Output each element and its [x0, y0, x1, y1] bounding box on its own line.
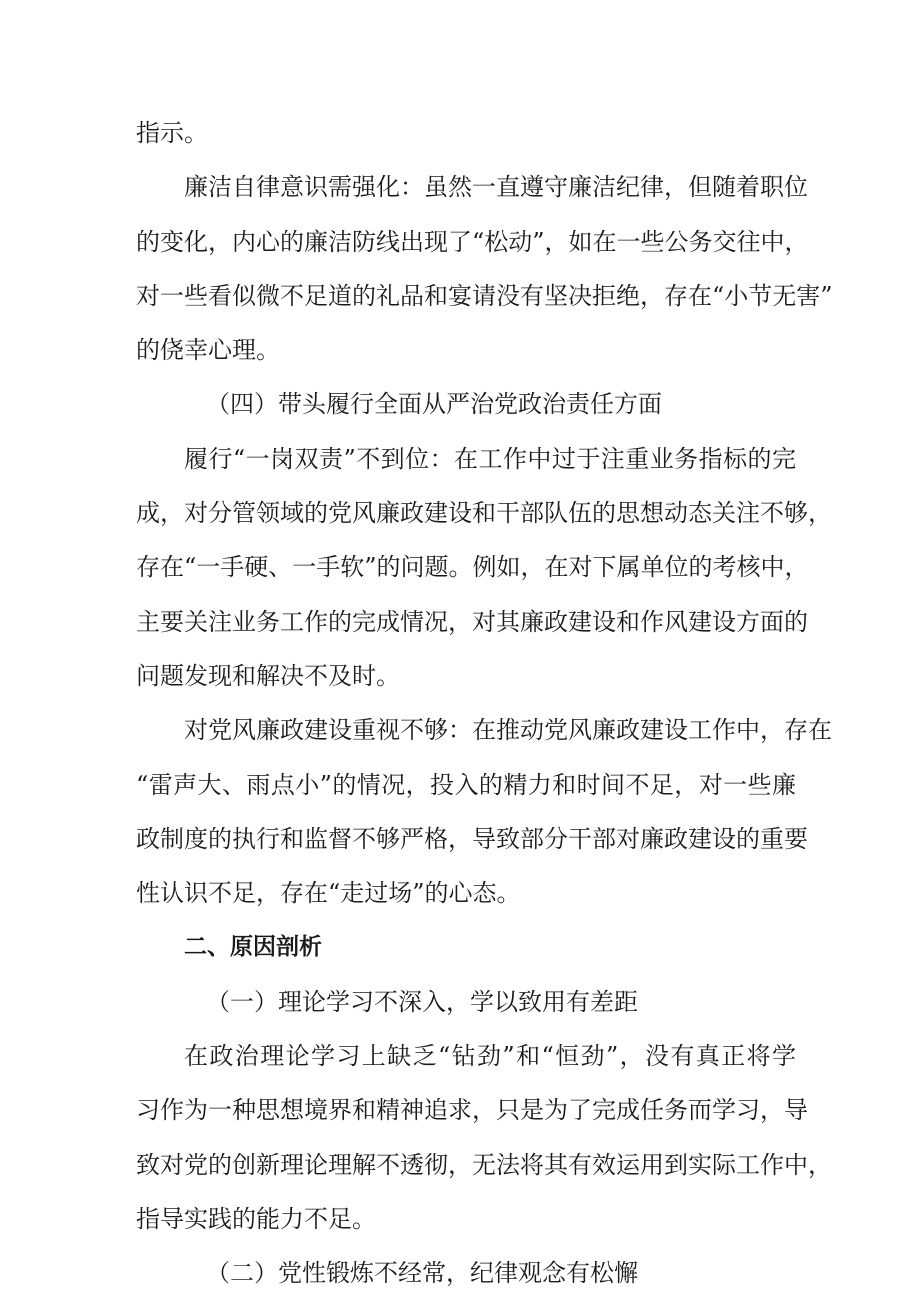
section-subheading: （四）带头履行全面从严治党政治责任方面	[206, 390, 662, 419]
paragraph-line: 成，对分管领域的党风廉政建设和干部队伍的思想动态关注不够，	[136, 499, 832, 528]
paragraph-line: 对党风廉政建设重视不够：在推动党风廉政建设工作中，存在	[184, 716, 832, 745]
paragraph-line: 指示。	[136, 119, 208, 147]
paragraph-line: 存在“一手硬、一手软”的问题。例如，在对下属单位的考核中，	[136, 553, 809, 582]
paragraph-line: 对一些看似微不足道的礼品和宴请没有坚决拒绝，存在“小节无害”	[136, 281, 833, 310]
paragraph-line: 的变化，内心的廉洁防线出现了“松动”，如在一些公务交往中，	[136, 227, 809, 256]
paragraph-line: “雷声大、雨点小”的情况，投入的精力和时间不足，对一些廉	[136, 770, 796, 799]
section-subheading: （一）理论学习不深入，学以致用有差距	[206, 987, 638, 1016]
paragraph-line: 在政治理论学习上缺乏“钻劲”和“恒劲”，没有真正将学	[184, 1042, 796, 1071]
paragraph-line: 履行“一岗双责”不到位：在工作中过于注重业务指标的完	[184, 444, 796, 473]
paragraph-line: 习作为一种思想境界和精神追求，只是为了完成任务而学习，导	[136, 1096, 808, 1125]
document-body	[136, 106, 833, 1301]
paragraph-line: 的侥幸心理。	[136, 336, 280, 365]
paragraph-line: 廉洁自律意识需强化：虽然一直遵守廉洁纪律，但随着职位	[184, 173, 808, 202]
section-subheading: （二）党性锻炼不经常，纪律观念有松懈	[206, 1259, 638, 1288]
paragraph-line: 致对党的创新理论理解不透彻，无法将其有效运用到实际工作中，	[136, 1150, 832, 1179]
paragraph-line: 问题发现和解决不及时。	[136, 661, 400, 690]
paragraph-line: 指导实践的能力不足。	[136, 1204, 376, 1233]
section-heading: 二、原因剖析	[184, 934, 322, 961]
paragraph-line: 性认识不足，存在“走过场”的心态。	[136, 879, 521, 908]
paragraph-line: 政制度的执行和监督不够严格，导致部分干部对廉政建设的重要	[136, 824, 808, 853]
paragraph-line: 主要关注业务工作的完成情况，对其廉政建设和作风建设方面的	[136, 607, 808, 636]
